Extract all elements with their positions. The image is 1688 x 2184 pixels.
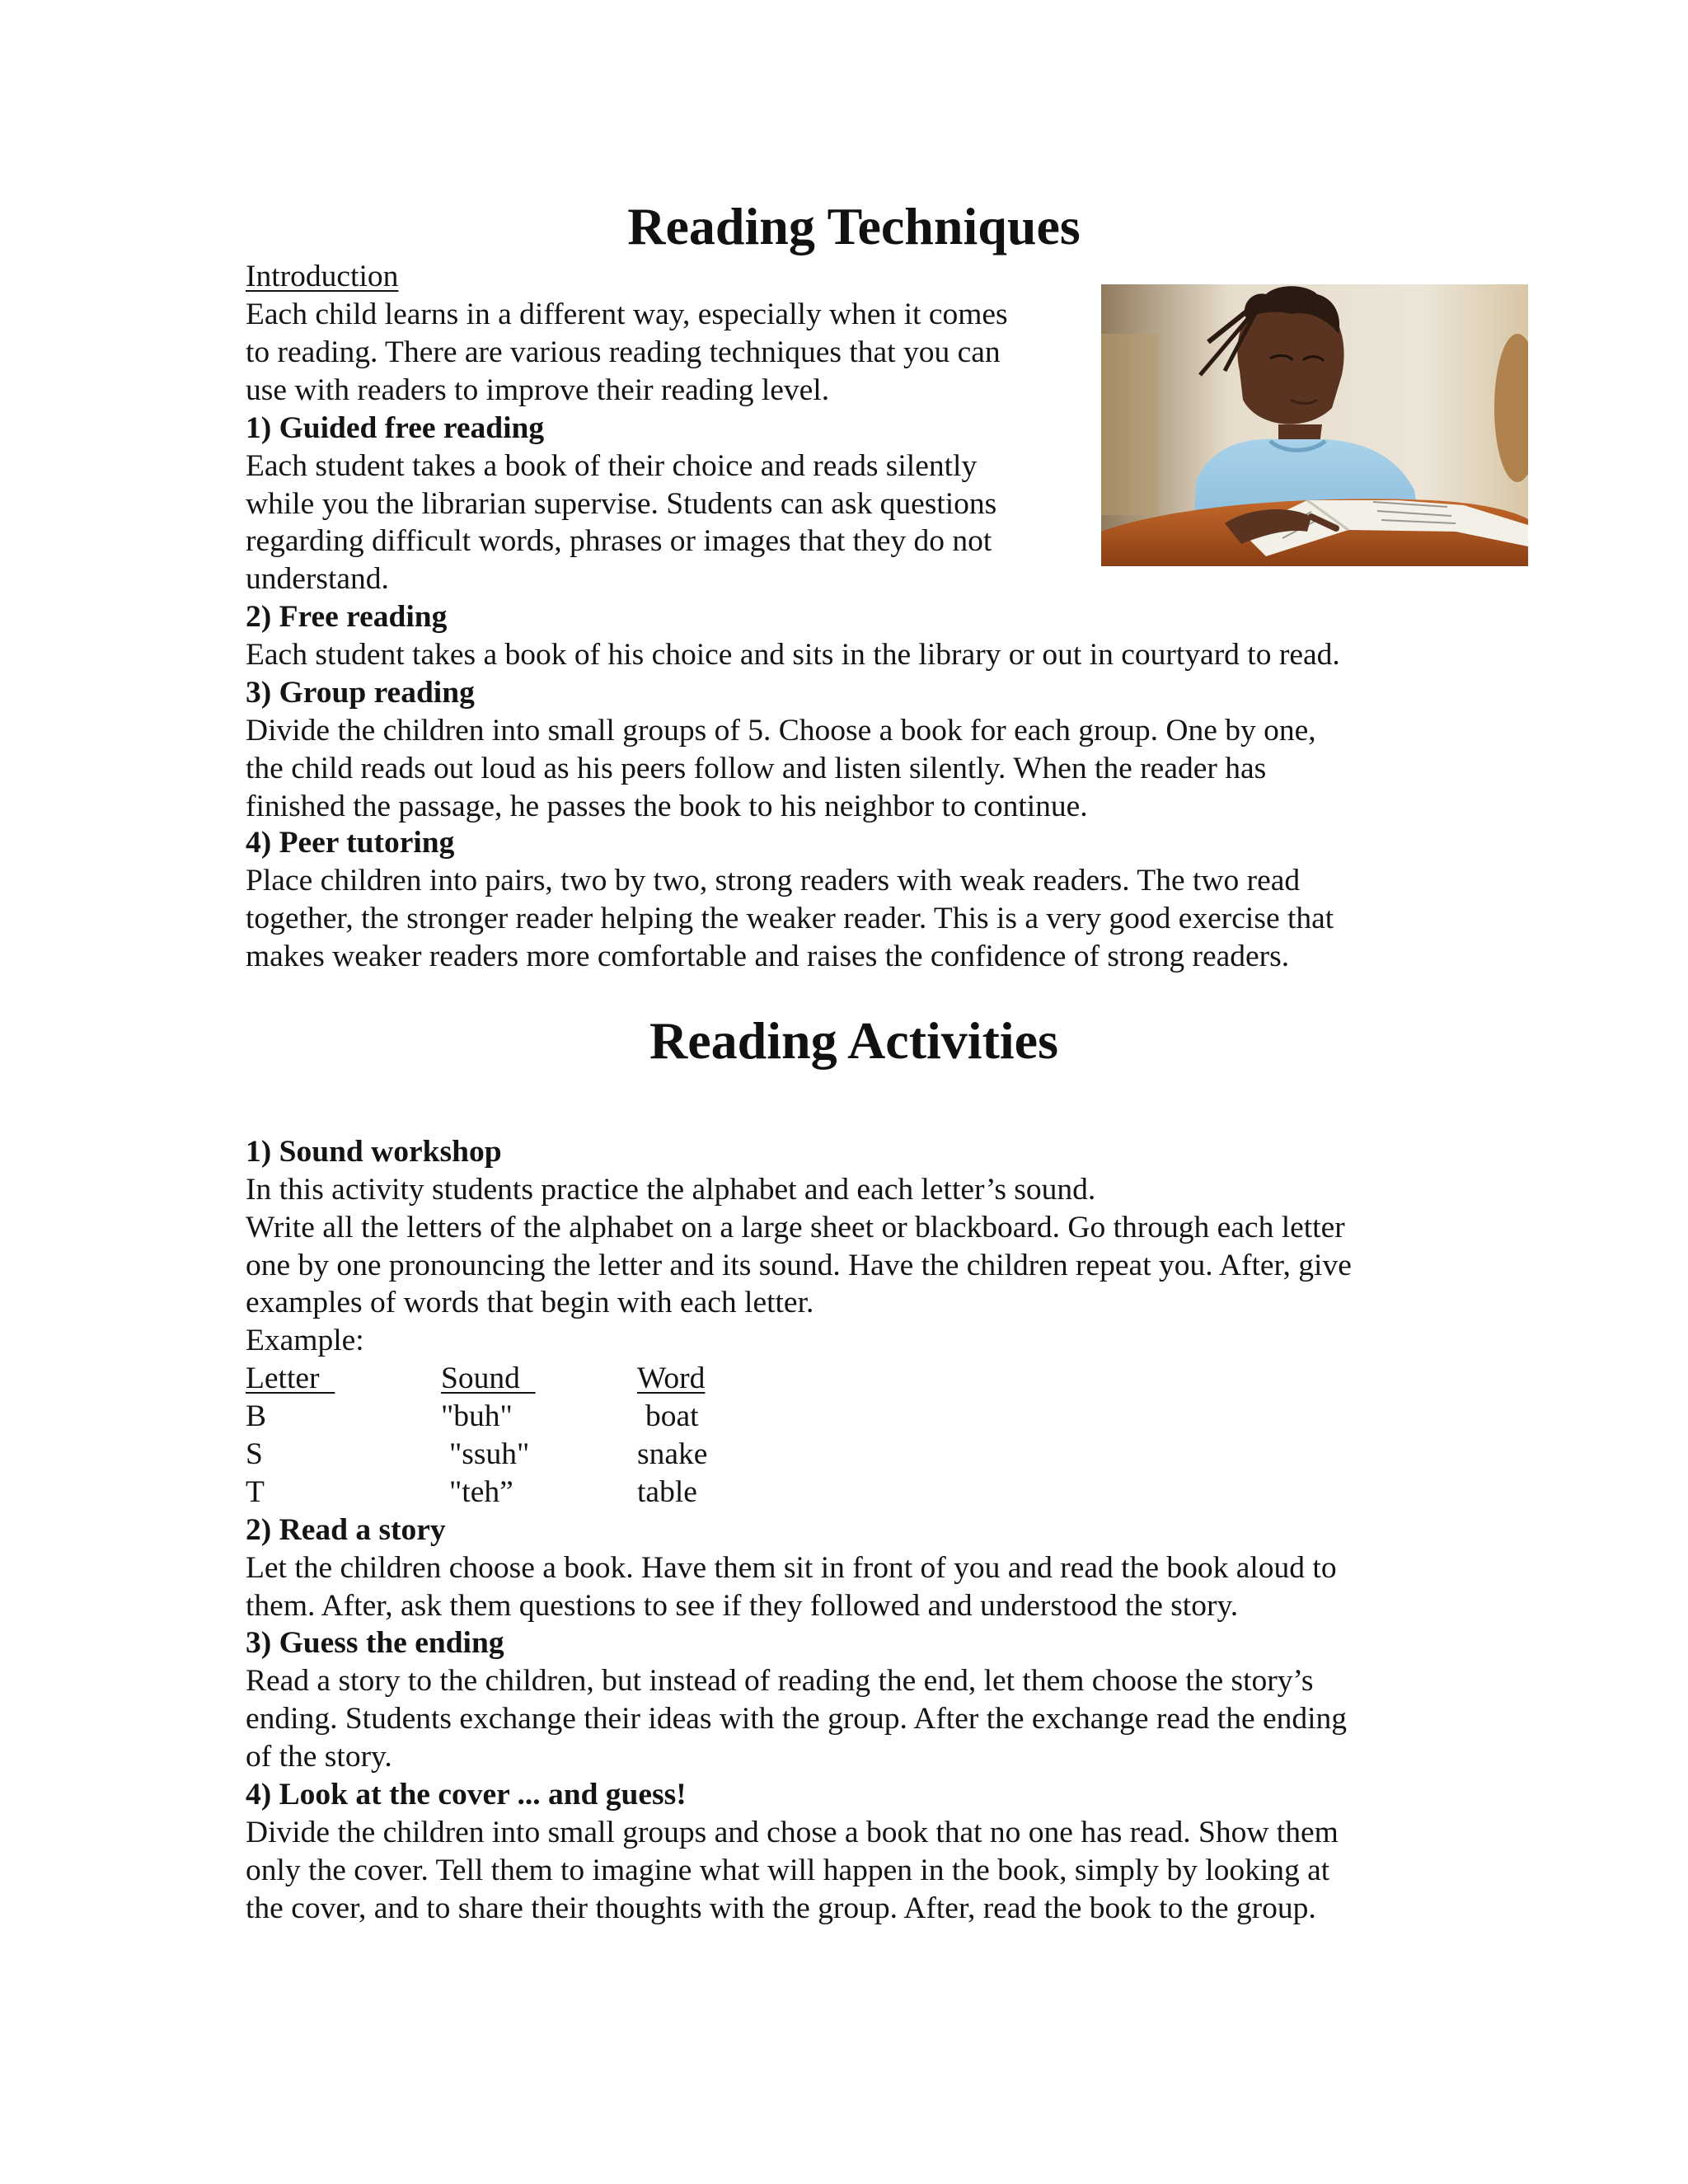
group-reading-line: the child reads out loud as his peers follow and listen silently. When the reader has: [246, 752, 1267, 785]
table-header-letter: Letter: [246, 1361, 335, 1395]
intro-line: use with readers to improve their reading level.: [246, 373, 830, 407]
free-reading-heading: 2) Free reading: [246, 600, 448, 634]
guess-ending-line: Read a story to the children, but instead of reading the end, let them choose the story’s: [246, 1664, 1314, 1698]
read-story-line: Let the children choose a book. Have them sit in front of you and read the book aloud to: [246, 1551, 1337, 1585]
table-header-sound: Sound: [441, 1361, 536, 1395]
guided-reading-line: understand.: [246, 562, 389, 596]
guess-ending-line: ending. Students exchange their ideas with the group. After the exchange read the ending: [246, 1702, 1348, 1736]
look-cover-line: only the cover. Tell them to imagine what will happen in the book, simply by looking at: [246, 1854, 1330, 1887]
intro-line: to reading. There are various reading techniques that you can: [246, 335, 1001, 369]
look-cover-heading: 4) Look at the cover ... and guess!: [246, 1778, 687, 1811]
table-cell-sound: "teh”: [449, 1475, 513, 1509]
guess-ending-heading: 3) Guess the ending: [246, 1626, 504, 1660]
example-label: Example:: [246, 1324, 364, 1357]
table-cell-word: boat: [645, 1399, 699, 1433]
intro-line: Each child learns in a different way, especially when it comes: [246, 298, 1008, 331]
guided-reading-line: while you the librarian supervise. Students can ask questions: [246, 487, 997, 521]
page-title-activities: Reading Activities: [649, 1011, 1058, 1070]
table-cell-letter: S: [246, 1437, 263, 1471]
sound-workshop-heading: 1) Sound workshop: [246, 1135, 502, 1169]
child-reading-photo: [1101, 284, 1528, 566]
read-story-heading: 2) Read a story: [246, 1513, 446, 1547]
group-reading-line: finished the passage, he passes the book to his neighbor to continue.: [246, 790, 1088, 823]
sound-workshop-line: Write all the letters of the alphabet on a large sheet or blackboard. Go through each letter: [246, 1211, 1345, 1244]
guess-ending-line: of the story.: [246, 1740, 392, 1774]
read-story-line: them. After, ask them questions to see if they followed and understood the story.: [246, 1589, 1239, 1623]
peer-tutoring-line: Place children into pairs, two by two, strong readers with weak readers. The two read: [246, 864, 1301, 898]
sound-workshop-line: In this activity students practice the alphabet and each letter’s sound.: [246, 1173, 1096, 1207]
peer-tutoring-line: together, the stronger reader helping the weaker reader. This is a very good exercise that: [246, 902, 1334, 935]
guided-reading-line: Each student takes a book of their choice and reads silently: [246, 449, 978, 483]
page-title-techniques: Reading Techniques: [627, 197, 1081, 255]
peer-tutoring-line: makes weaker readers more comfortable and raises the confidence of strong readers.: [246, 940, 1290, 973]
table-header-word: Word: [637, 1361, 706, 1395]
free-reading-line: Each student takes a book of his choice and sits in the library or out in courtyard to read.: [246, 638, 1340, 672]
table-cell-word: snake: [637, 1437, 708, 1471]
sound-workshop-line: one by one pronouncing the letter and its sound. Have the children repeat you. After, give: [246, 1249, 1352, 1282]
table-cell-letter: B: [246, 1399, 267, 1433]
group-reading-line: Divide the children into small groups of 5. Choose a book for each group. One by one,: [246, 714, 1316, 748]
peer-tutoring-heading: 4) Peer tutoring: [246, 826, 455, 860]
table-cell-letter: T: [246, 1475, 265, 1509]
table-cell-word: table: [637, 1475, 697, 1509]
sound-workshop-line: examples of words that begin with each letter.: [246, 1286, 814, 1319]
intro-heading: Introduction: [246, 260, 399, 293]
table-cell-sound: "ssuh": [449, 1437, 530, 1471]
table-cell-sound: "buh": [441, 1399, 513, 1433]
group-reading-heading: 3) Group reading: [246, 676, 475, 710]
look-cover-line: the cover, and to share their thoughts with the group. After, read the book to the group.: [246, 1891, 1316, 1925]
guided-reading-line: regarding difficult words, phrases or images that they do not: [246, 524, 992, 558]
child-reading-illustration: [1101, 284, 1528, 566]
guided-reading-heading: 1) Guided free reading: [246, 411, 545, 445]
look-cover-line: Divide the children into small groups and chose a book that no one has read. Show them: [246, 1816, 1339, 1849]
